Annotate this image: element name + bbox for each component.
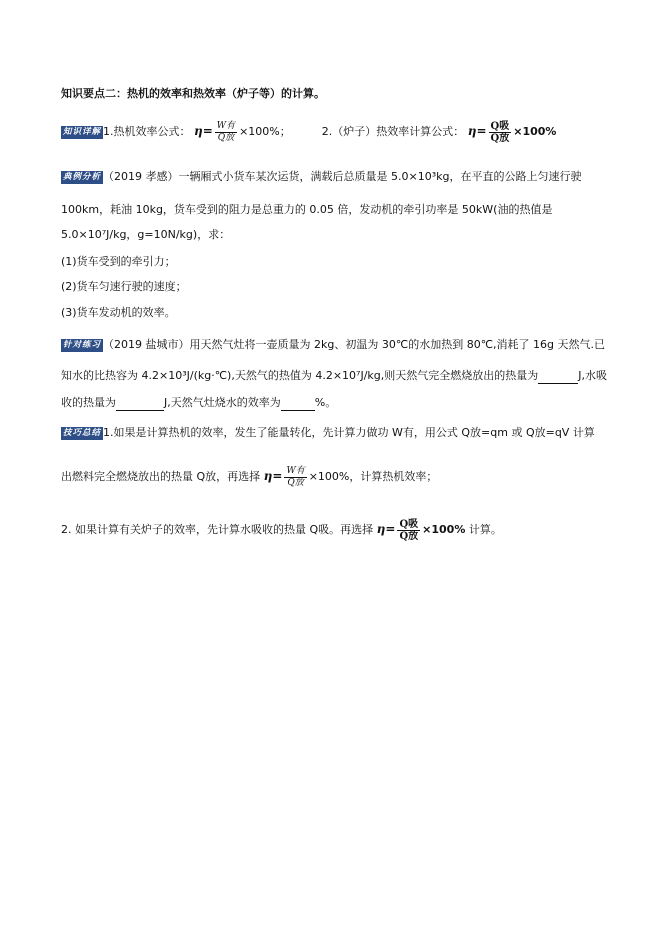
answer-blank-2[interactable] [116, 396, 164, 411]
fraction-denominator: Q放 [217, 132, 235, 143]
eta-symbol: η= [194, 124, 213, 138]
example-line-1 [61, 170, 581, 184]
practice-line-1 [61, 338, 605, 352]
practice-badge: 针对练习 [63, 339, 102, 350]
tips-line-1 [61, 426, 595, 440]
tips-text-2a: 出燃料完全燃烧放出的热量 Q放，再选择 [61, 470, 261, 483]
tips-line-2 [61, 462, 437, 491]
fraction-numerator: W有 [216, 120, 236, 131]
practice-text-3b: J,天然气灶烧水的效率为 [164, 396, 281, 409]
stove-efficiency-fraction [397, 519, 420, 542]
fraction-numerator: Q吸 [399, 518, 419, 530]
tips-line-3 [61, 515, 502, 544]
example-text-1: （2019 孝感）一辆厢式小货车某次运货，满载后总质量是 5.0×10³kg，在平直的公路上匀速行驶 [103, 170, 582, 183]
fraction-denominator: Q放 [287, 477, 304, 488]
practice-text-3a: 收的热量为 [61, 396, 116, 409]
eta-symbol-2: η= [467, 124, 487, 138]
knowledge-line [61, 117, 556, 146]
tips-text-3a: 2. 如果计算有关炉子的效率，先计算水吸收的热量 Q吸。再选择 [61, 523, 374, 536]
practice-text-3c: %。 [314, 396, 337, 409]
fraction-numerator: Q吸 [490, 120, 510, 132]
answer-blank-3[interactable] [281, 396, 315, 411]
practice-line-2 [61, 369, 607, 384]
example-badge: 典例分析 [63, 171, 102, 182]
example-question-3: (3)货车发动机的效率。 [61, 306, 176, 319]
tips-text-3c: 计算。 [468, 523, 502, 536]
practice-text-1: （2019 盐城市）用天然气灶将一壶质量为 2kg、初温为 30℃的水加热到 80℃,消耗了 16g 天然气.已 [103, 338, 606, 351]
fraction-denominator: Q放 [399, 530, 419, 542]
tips-text-2b: ×100%，计算热机效率； [308, 470, 438, 483]
fraction-tail: ×100% [422, 523, 466, 536]
engine-efficiency-fraction [284, 466, 306, 489]
example-line-2: 100km，耗油 10kg，货车受到的阻力是总重力的 0.05 倍，发动机的牵引功率是 50kW(油的热值是 [61, 203, 553, 216]
example-question-1: (1)货车受到的牵引力； [61, 255, 176, 268]
heat-efficiency-fraction [489, 121, 512, 144]
fraction-tail: ×100% [513, 125, 557, 138]
fraction-denominator: Q放 [490, 132, 510, 144]
knowledge-badge: 知识详解 [63, 126, 102, 137]
answer-blank-1[interactable] [538, 369, 578, 384]
practice-text-2b: J,水吸 [578, 369, 608, 382]
example-question-2: (2)货车匀速行驶的速度； [61, 280, 187, 293]
fraction-tail: ×100%； [239, 125, 291, 138]
knowledge-item2-label: 2.（炉子）热效率计算公式： [321, 125, 465, 138]
efficiency-fraction [215, 121, 237, 144]
eta-symbol-3: η= [263, 469, 283, 483]
practice-line-3 [61, 396, 336, 411]
fraction-numerator: W有 [286, 465, 305, 476]
eta-symbol-4: η= [376, 522, 396, 536]
knowledge-item1-label: 1.热机效率公式： [103, 125, 191, 138]
example-line-3: 5.0×10⁷J/kg，g=10N/kg)，求： [61, 228, 231, 241]
practice-text-2a: 知水的比热容为 4.2×10³J/(kg·℃),天然气的热值为 4.2×10⁷J/kg,则天然气完全燃烧放出的热量为 [61, 369, 539, 382]
tips-badge: 技巧总结 [63, 427, 102, 438]
tips-text-1: 1.如果是计算热机的效率，发生了能量转化，先计算力做功 W有，用公式 Q放=qm 或 Q放=qV 计算 [103, 426, 595, 439]
section-heading: 知识要点二：热机的效率和热效率（炉子等）的计算。 [61, 87, 325, 100]
